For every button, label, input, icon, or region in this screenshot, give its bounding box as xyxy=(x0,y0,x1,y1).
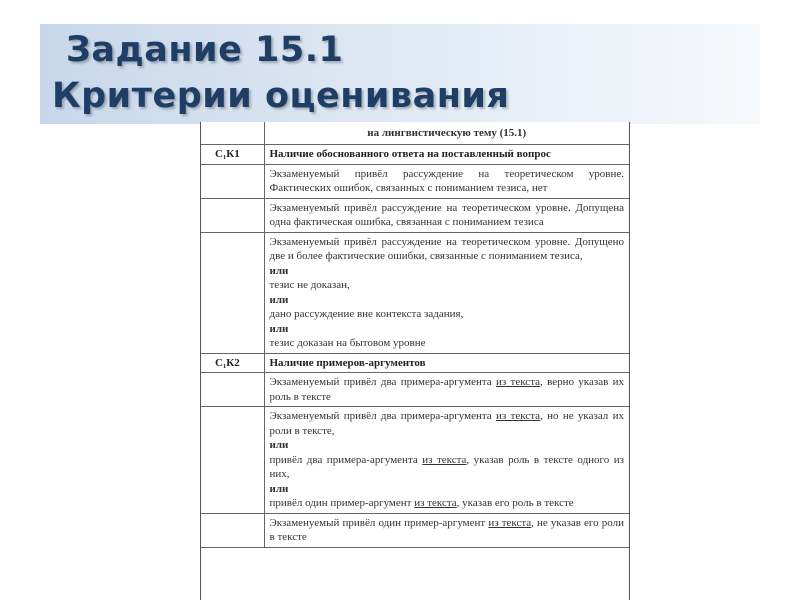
table-row xyxy=(201,164,629,198)
table-cell xyxy=(201,232,264,353)
description-text: Экзаменуемый привёл два примера-аргумента xyxy=(269,376,496,388)
table-cell xyxy=(201,513,264,547)
table-row xyxy=(201,353,629,373)
slide-title-line1: Задание 15.1 xyxy=(66,30,344,70)
description-text: , верно указав их роль в тексте xyxy=(269,376,624,403)
criterion-name: Наличие обоснованного ответа на поставленный вопрос xyxy=(264,145,629,165)
criterion-description xyxy=(264,232,629,353)
table-row xyxy=(201,407,629,514)
or-label: или xyxy=(269,322,289,335)
criterion-description: Экзаменуемый привёл рассуждение на теоретическом уровне. Фактических ошибок, связанных с пониманием тезиса, нет xyxy=(264,164,629,198)
table-cell xyxy=(201,122,264,145)
table-row xyxy=(201,232,629,353)
description-text: Экзаменуемый привёл два примера-аргумента xyxy=(269,410,497,422)
criterion-description xyxy=(264,513,629,547)
description-line xyxy=(270,409,625,438)
table-row xyxy=(201,122,629,145)
description-text: , указав роль в тексте одного из них, xyxy=(269,453,624,480)
underlined-phrase: из текста xyxy=(422,453,467,466)
description-text: тезис доказан на бытовом уровне xyxy=(269,337,426,349)
description-text: Экзаменуемый привёл один пример-аргумент xyxy=(269,516,489,529)
description-text: дано рассуждение вне контекста задания, xyxy=(269,308,464,320)
description-text: , не указав его роли в тексте xyxy=(269,516,625,543)
underlined-phrase: из текста xyxy=(496,410,541,422)
description-text: , но не указал их роли в тексте, xyxy=(269,410,624,437)
table-cell xyxy=(201,164,264,198)
underlined-phrase: из текста xyxy=(496,376,541,388)
criterion-name: Наличие примеров-аргументов xyxy=(264,353,629,373)
table-cell xyxy=(201,407,264,514)
underlined-phrase: из текста xyxy=(414,497,457,509)
description-text: Экзаменуемый привёл рассуждение на теоретическом уровне. Допущено две и более фактические ошибки, связанные с пониманием тезиса, xyxy=(269,235,624,262)
table-row xyxy=(201,198,629,232)
table-row xyxy=(201,513,629,547)
criteria-table xyxy=(201,122,629,548)
or-label: или xyxy=(269,439,289,451)
table-cell xyxy=(201,373,264,407)
table-cell xyxy=(201,198,264,232)
description-text: привёл один пример-аргумент xyxy=(269,497,415,509)
slide-title-line2: Критерии оценивания xyxy=(52,76,510,116)
or-label: или xyxy=(269,264,289,277)
or-label: или xyxy=(269,482,289,495)
title-banner xyxy=(40,24,760,124)
table-top-header: на лингвистическую тему (15.1) xyxy=(264,122,629,145)
description-text: тезис не доказан, xyxy=(269,279,350,291)
criterion-code: С₁К2 xyxy=(201,353,264,373)
criterion-description: Экзаменуемый привёл рассуждение на теоретическом уровне. Допущена одна фактическая ошибка, связанная с пониманием тезиса xyxy=(264,198,629,232)
criterion-code: С₁К1 xyxy=(201,145,264,165)
description-text: привёл два примера-аргумента xyxy=(269,453,423,466)
underlined-phrase: из текста xyxy=(488,516,532,529)
table-row xyxy=(201,145,629,165)
description-line xyxy=(270,453,625,482)
criteria-table-scan xyxy=(200,122,630,600)
criterion-description xyxy=(264,373,629,407)
table-row xyxy=(201,373,629,407)
description-text: , указав его роль в тексте xyxy=(456,497,574,509)
criterion-description xyxy=(264,407,629,514)
description-line xyxy=(270,496,625,511)
or-label: или xyxy=(269,293,289,306)
